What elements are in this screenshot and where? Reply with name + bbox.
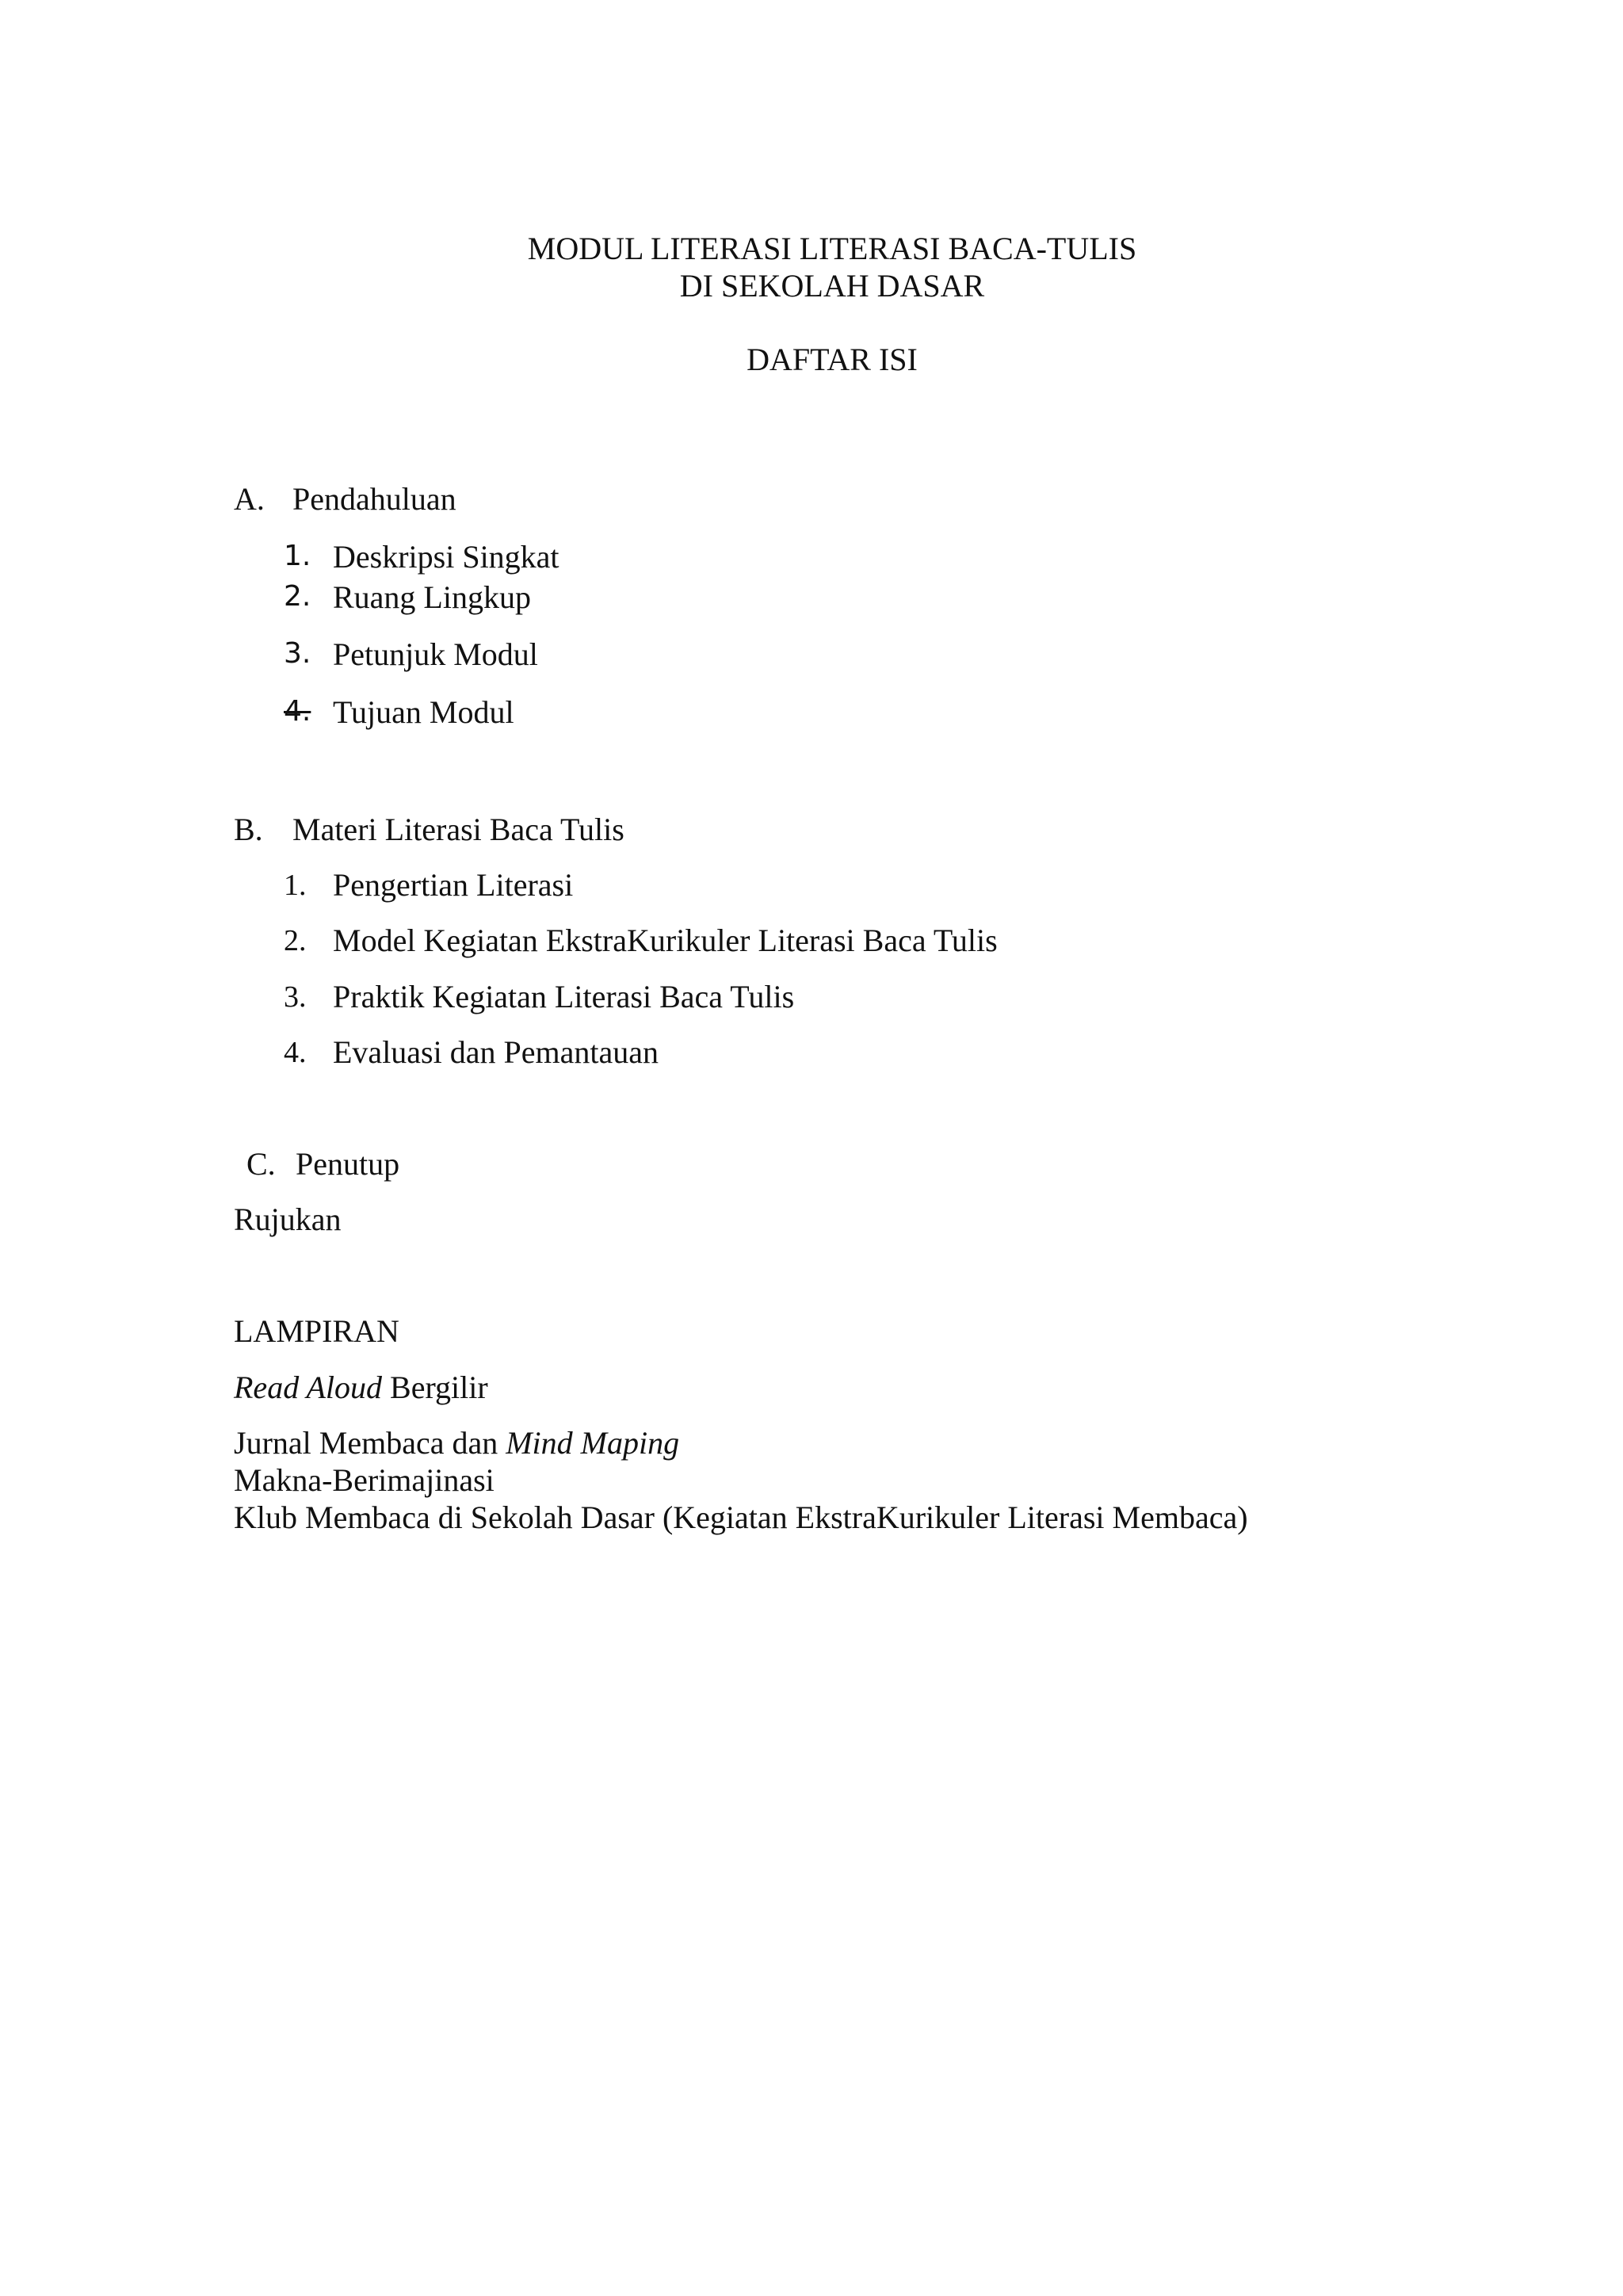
appendix-item: Klub Membaca di Sekolah Dasar (Kegiatan EkstraKurikuler Literasi Membaca)	[234, 1499, 1248, 1535]
item-number: 3.	[284, 980, 307, 1014]
item-number: 3.	[284, 637, 311, 670]
item-number: 2.	[284, 580, 311, 613]
section-letter: B.	[234, 812, 263, 847]
item-label: Ruang Lingkup	[333, 579, 531, 615]
document-title-line-1: MODUL LITERASI LITERASI BACA-TULIS	[527, 231, 1137, 266]
item-number: 1.	[284, 540, 311, 572]
appendix-item-text: Bergilir	[382, 1370, 488, 1405]
section-letter: C.	[246, 1146, 276, 1182]
item-number: 1.	[284, 869, 307, 902]
item-label: Tujuan Modul	[333, 694, 514, 730]
item-number: 4.	[284, 695, 311, 728]
appendix-item: Makna-Berimajinasi	[234, 1462, 495, 1498]
appendix-heading: LAMPIRAN	[234, 1313, 399, 1349]
item-label: Petunjuk Modul	[333, 636, 538, 672]
section-label: Materi Literasi Baca Tulis	[292, 812, 624, 847]
references-entry: Rujukan	[234, 1201, 342, 1237]
appendix-item	[234, 1427, 679, 1459]
section-letter: A.	[234, 481, 265, 517]
appendix-item-italic: Read Aloud	[234, 1370, 383, 1405]
section-label: Penutup	[296, 1146, 400, 1182]
appendix-item-text: Jurnal Membaca dan	[234, 1425, 506, 1461]
appendix-item	[234, 1372, 488, 1404]
item-label: Model Kegiatan EkstraKurikuler Literasi Baca Tulis	[333, 923, 998, 958]
item-number: 2.	[284, 924, 307, 957]
item-label: Pengertian Literasi	[333, 867, 574, 903]
section-label: Pendahuluan	[292, 481, 456, 517]
item-number: 4.	[284, 1036, 307, 1069]
item-label: Praktik Kegiatan Literasi Baca Tulis	[333, 979, 795, 1014]
item-label: Evaluasi dan Pemantauan	[333, 1034, 659, 1070]
appendix-item-italic: Mind Maping	[506, 1425, 680, 1461]
toc-heading: DAFTAR ISI	[747, 342, 918, 377]
item-label: Deskripsi Singkat	[333, 539, 559, 575]
document-title-line-2: DI SEKOLAH DASAR	[679, 268, 985, 304]
